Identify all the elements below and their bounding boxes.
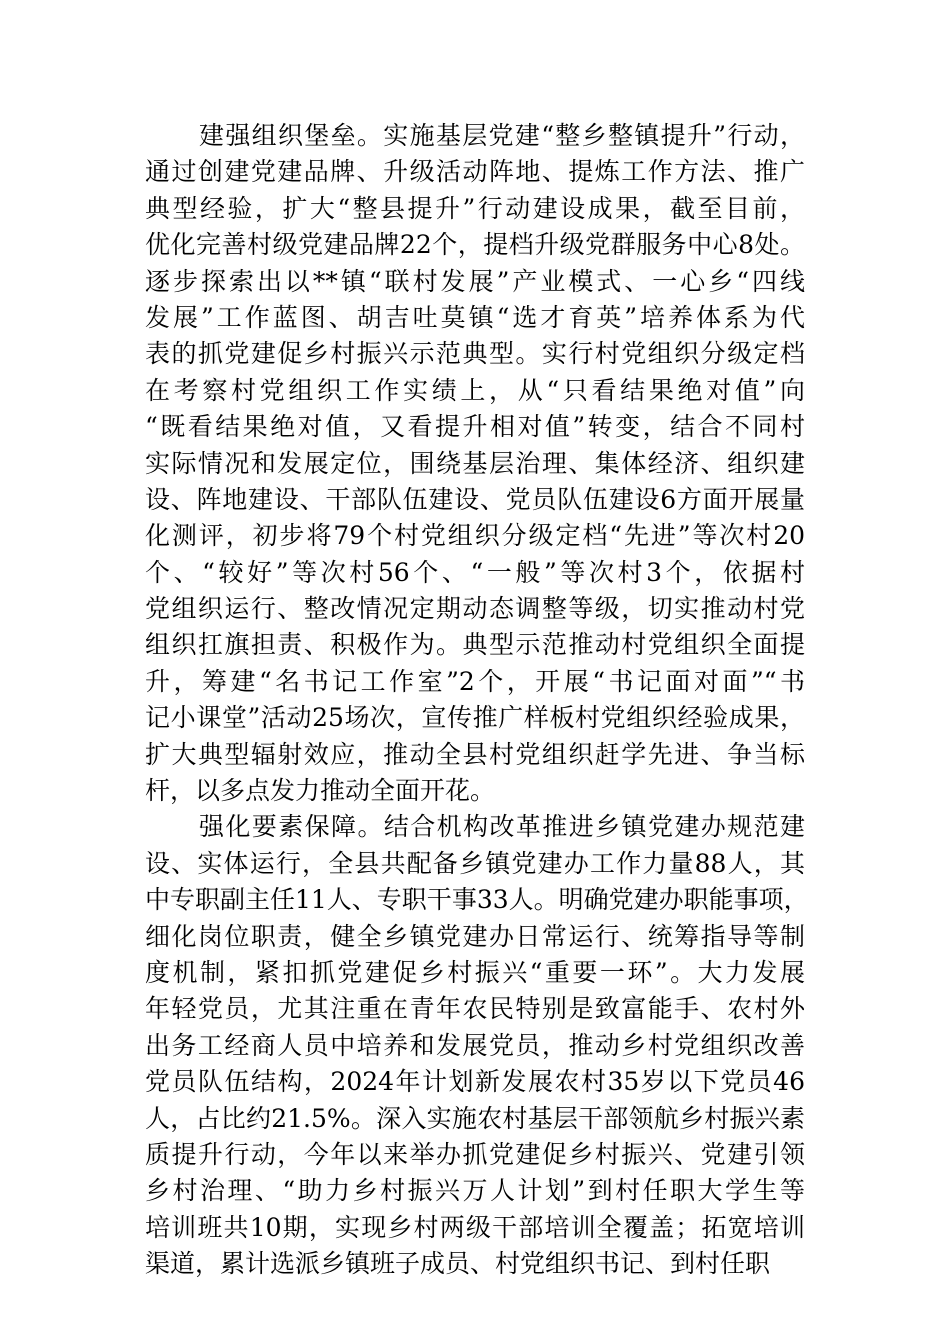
text-line: 记小课堂”活动25场次，宣传推广样板村党组织经验成果，	[145, 703, 805, 733]
text-line: 化测评，初步将79个村党组织分级定档“先进”等次村20	[145, 521, 805, 551]
text-line: 质提升行动，今年以来举办抓党建促乡村振兴、党建引领	[145, 1139, 805, 1169]
text-line: 实际情况和发展定位，围绕基层治理、集体经济、组织建	[145, 448, 805, 478]
paragraph	[145, 118, 805, 809]
text-line: 细化岗位职责，健全乡镇党建办日常运行、统筹指导等制	[145, 921, 805, 951]
text-line: 出务工经商人员中培养和发展党员，推动乡村党组织改善	[145, 1030, 805, 1060]
text-line: 党组织运行、整改情况定期动态调整等级，切实推动村党	[145, 594, 805, 624]
text-line: 设、阵地建设、干部队伍建设、党员队伍建设6方面开展量	[145, 484, 805, 514]
text-line: 人，占比约21.5%。深入实施农村基层干部领航乡村振兴素	[145, 1103, 805, 1133]
text-line: 优化完善村级党建品牌22个，提档升级党群服务中心8处。	[145, 230, 805, 260]
text-line: 组织扛旗担责、积极作为。典型示范推动村党组织全面提	[145, 630, 805, 660]
text-line: 典型经验，扩大“整县提升”行动建设成果，截至目前，	[145, 193, 805, 223]
text-line: 党员队伍结构，2024年计划新发展农村35岁以下党员46	[145, 1067, 805, 1097]
text-line: 强化要素保障。结合机构改革推进乡镇党建办规范建	[199, 812, 805, 842]
text-line: “既看结果绝对值，又看提升相对值”转变，结合不同村	[145, 412, 805, 442]
text-line: 逐步探索出以**镇“联村发展”产业模式、一心乡“四线	[145, 266, 805, 296]
text-line: 在考察村党组织工作实绩上，从“只看结果绝对值”向	[145, 375, 805, 405]
text-line: 中专职副主任11人、专职干事33人。明确党建办职能事项，	[145, 885, 809, 915]
text-line: 个、“较好”等次村56个、“一般”等次村3个，依据村	[145, 557, 805, 587]
text-line: 表的抓党建促乡村振兴示范典型。实行村党组织分级定档	[145, 339, 805, 369]
text-line: 升，筹建“名书记工作室”2个，开展“书记面对面”“书	[145, 666, 805, 696]
text-line: 年轻党员，尤其注重在青年农民特别是致富能手、农村外	[145, 994, 805, 1024]
text-line: 度机制，紧扣抓党建促乡村振兴“重要一环”。大力发展	[145, 957, 805, 987]
text-line: 发展”工作蓝图、胡吉吐莫镇“选才育英”培养体系为代	[145, 302, 805, 332]
text-line: 杆，以多点发力推动全面开花。	[145, 776, 496, 806]
paragraph	[145, 809, 809, 1282]
text-line: 渠道，累计选派乡镇班子成员、村党组织书记、到村任职	[145, 1249, 771, 1279]
text-line: 乡村治理、“助力乡村振兴万人计划”到村任职大学生等	[145, 1176, 805, 1206]
document-body	[145, 118, 809, 1283]
text-line: 扩大典型辐射效应，推动全县村党组织赶学先进、争当标	[145, 739, 805, 769]
text-line: 培训班共10期，实现乡村两级干部培训全覆盖；拓宽培训	[145, 1212, 805, 1242]
text-line: 建强组织堡垒。实施基层党建“整乡整镇提升”行动，	[199, 121, 805, 150]
text-line: 设、实体运行，全县共配备乡镇党建办工作力量88人，其	[145, 848, 805, 878]
text-line: 通过创建党建品牌、升级活动阵地、提炼工作方法、推广	[145, 157, 805, 187]
